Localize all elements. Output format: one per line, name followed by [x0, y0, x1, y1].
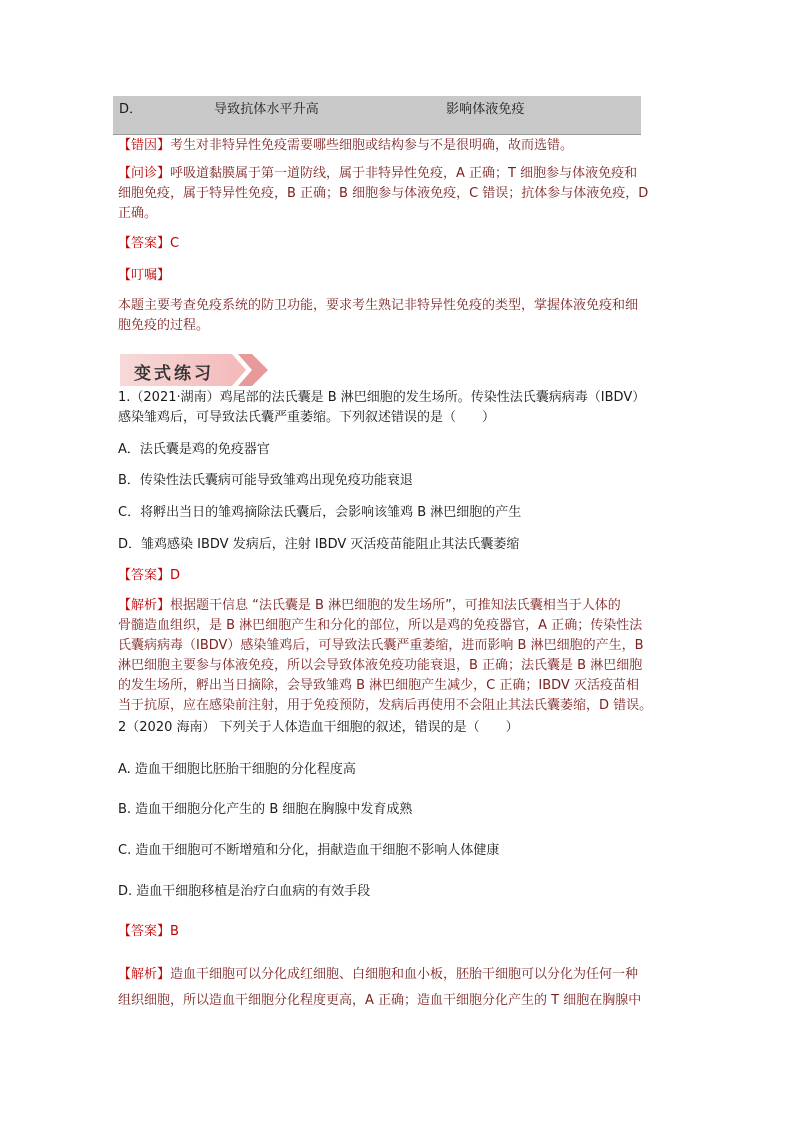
table-cell-immunity: 影响体液免疫	[446, 102, 525, 117]
diagnosis-line: 呼吸道黏膜属于第一道防线，属于非特异性免疫，A 正确；T 细胞参与体液免疫和	[170, 166, 638, 181]
analysis-line: 骨髓造血组织，是 B 淋巴细胞产生和分化的部位，所以是鸡的免疫器官，A 正确；传染性法	[118, 618, 643, 633]
answer-q1: 【答案】C	[118, 236, 180, 251]
stem-line: 1.（2021·湖南）鸡尾部的法氏囊是 B 淋巴细胞的发生场所。传染性法氏囊病病毒（IBDV）	[118, 390, 646, 405]
question-2-stem: 2（2020 海南） 下列关于人体造血干细胞的叙述，错误的是（ ）	[118, 720, 519, 735]
diagnosis-line: 正确。	[118, 206, 158, 221]
question-2-option-b: B. 造血干细胞分化产生的 B 细胞在胸腺中发育成熟	[118, 802, 413, 817]
table-option-label: D．	[119, 102, 143, 117]
error-cause-text: 考生对非特异性免疫需要哪些细胞或结构参与不是很明确，故而选错。	[170, 138, 574, 153]
error-cause-paragraph	[118, 136, 686, 156]
banner-title: 变式练习	[134, 364, 214, 384]
diagnosis-paragraph	[118, 164, 686, 224]
analysis-line: 氏囊病病毒（IBDV）感染雏鸡后，可导致法氏囊严重萎缩，进而影响 B 淋巴细胞的产生，B	[118, 638, 644, 653]
reminder-line: 胞免疫的过程。	[118, 318, 210, 333]
reminder-line: 本题主要考查免疫系统的防卫功能，要求考生熟记非特异性免疫的类型，掌握体液免疫和细	[118, 298, 639, 313]
analysis-line: 淋巴细胞主要参与体液免疫，所以会导致体液免疫功能衰退，B 正确；法氏囊是 B 淋巴细胞	[118, 658, 643, 673]
question-2-option-a: A. 造血干细胞比胚胎干细胞的分化程度高	[118, 762, 356, 777]
answer-q2: 【答案】D	[118, 568, 181, 583]
question-2-option-c: C. 造血干细胞可不断增殖和分化，捐献造血干细胞不影响人体健康	[118, 843, 500, 858]
diagnosis-line: 细胞免疫，属于特异性免疫，B 正确；B 细胞参与体液免疫，C 错误；抗体参与体液免疫，D	[118, 186, 649, 201]
analysis-q3	[118, 962, 686, 1014]
error-cause-tag: 【错因】	[118, 138, 171, 153]
analysis-tag: 【解析】	[118, 967, 171, 982]
stem-line: 感染雏鸡后，可导致法氏囊严重萎缩。下列叙述错误的是（ ）	[118, 410, 496, 425]
variant-practice-banner	[120, 354, 270, 386]
analysis-tag: 【解析】	[118, 598, 171, 613]
analysis-line: 的发生场所，孵出当日摘除，会导致雏鸡 B 淋巴细胞产生减少，C 正确；IBDV 灭活疫苗相	[118, 678, 639, 693]
analysis-line: 造血干细胞可以分化成红细胞、白细胞和血小板，胚胎干细胞可以分化为任何一种	[170, 967, 639, 982]
analysis-q2	[118, 596, 686, 716]
options-table-row	[113, 96, 641, 135]
question-1-stem	[118, 388, 686, 428]
reminder-tag: 【叮嘱】	[118, 268, 171, 283]
table-cell-effect: 导致抗体水平升高	[214, 102, 319, 117]
reminder-paragraph	[118, 296, 686, 336]
analysis-line: 当于抗原，应在感染前注射，用于免疫预防，发病后再使用不会阻止其法氏囊萎缩，D 错误。	[118, 698, 653, 713]
analysis-line: 组织细胞，所以造血干细胞分化程度更高，A 正确；造血干细胞分化产生的 T 细胞在胸腺中	[118, 993, 642, 1008]
question-1-option-d: D．雏鸡感染 IBDV 发病后，注射 IBDV 灭活疫苗能阻止其法氏囊萎缩	[118, 537, 520, 552]
question-1-option-a: A．法氏囊是鸡的免疫器官	[118, 442, 270, 457]
analysis-line: 根据题干信息 “法氏囊是 B 淋巴细胞的发生场所”，可推知法氏囊相当于人体的	[170, 598, 621, 613]
question-1-option-b: B．传染性法氏囊病可能导致雏鸡出现免疫功能衰退	[118, 473, 413, 488]
answer-q3: 【答案】B	[118, 924, 179, 939]
diagnosis-tag: 【问诊】	[118, 166, 171, 181]
question-2-option-d: D. 造血干细胞移植是治疗白血病的有效手段	[118, 884, 371, 899]
question-1-option-c: C．将孵出当日的雏鸡摘除法氏囊后，会影响该雏鸡 B 淋巴细胞的产生	[118, 505, 522, 520]
